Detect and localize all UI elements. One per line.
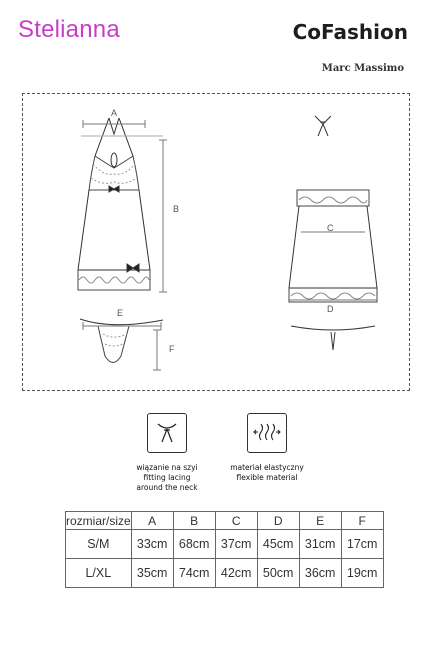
label-d: D bbox=[327, 304, 334, 314]
column-header: F bbox=[341, 512, 383, 530]
brand-name: CoFashion bbox=[292, 20, 408, 44]
label-b: B bbox=[173, 204, 180, 214]
feature-flexible-material bbox=[226, 413, 308, 483]
size-label: S/M bbox=[66, 530, 132, 559]
table-cell: 36cm bbox=[299, 559, 341, 588]
panty-front-drawing bbox=[80, 319, 163, 370]
table-cell: 19cm bbox=[341, 559, 383, 588]
label-c: C bbox=[327, 223, 334, 233]
measurement-diagram-frame bbox=[22, 93, 410, 391]
table-row bbox=[66, 530, 384, 559]
table-cell: 35cm bbox=[131, 559, 173, 588]
feature-neck-lacing bbox=[127, 413, 207, 493]
size-label: L/XL bbox=[66, 559, 132, 588]
table-cell: 33cm bbox=[131, 530, 173, 559]
feature-label-line: wiązanie na szyi bbox=[136, 463, 198, 472]
garment-diagram bbox=[23, 94, 409, 390]
label-e: E bbox=[117, 308, 124, 318]
front-babydoll-drawing bbox=[78, 118, 167, 292]
back-babydoll-drawing bbox=[289, 190, 377, 302]
sub-brand-name: Marc Massimo bbox=[321, 63, 404, 74]
table-row bbox=[66, 559, 384, 588]
table-cell: 45cm bbox=[257, 530, 299, 559]
table-cell: 50cm bbox=[257, 559, 299, 588]
table-cell: 42cm bbox=[215, 559, 257, 588]
feature-label-line: fitting lacing bbox=[143, 473, 191, 482]
feature-label-line: around the neck bbox=[136, 483, 198, 492]
feature-label-line: flexible material bbox=[236, 473, 298, 482]
column-header: A bbox=[131, 512, 173, 530]
table-cell: 37cm bbox=[215, 530, 257, 559]
panty-back-drawing bbox=[291, 326, 375, 350]
back-tie-drawing bbox=[315, 116, 331, 136]
size-table bbox=[65, 511, 384, 588]
size-table-header bbox=[66, 512, 384, 530]
column-header: E bbox=[299, 512, 341, 530]
table-cell: 68cm bbox=[173, 530, 215, 559]
column-header: C bbox=[215, 512, 257, 530]
product-name: Stelianna bbox=[18, 16, 120, 43]
feature-label-line: materiał elastyczny bbox=[230, 463, 304, 472]
label-a: A bbox=[111, 108, 118, 118]
table-cell: 31cm bbox=[299, 530, 341, 559]
table-cell: 74cm bbox=[173, 559, 215, 588]
stretch-material-icon bbox=[247, 413, 287, 453]
column-header: D bbox=[257, 512, 299, 530]
size-table-corner: rozmiar/size bbox=[66, 513, 131, 528]
column-header: B bbox=[173, 512, 215, 530]
neck-tie-icon bbox=[147, 413, 187, 453]
table-cell: 17cm bbox=[341, 530, 383, 559]
label-f: F bbox=[169, 344, 175, 354]
